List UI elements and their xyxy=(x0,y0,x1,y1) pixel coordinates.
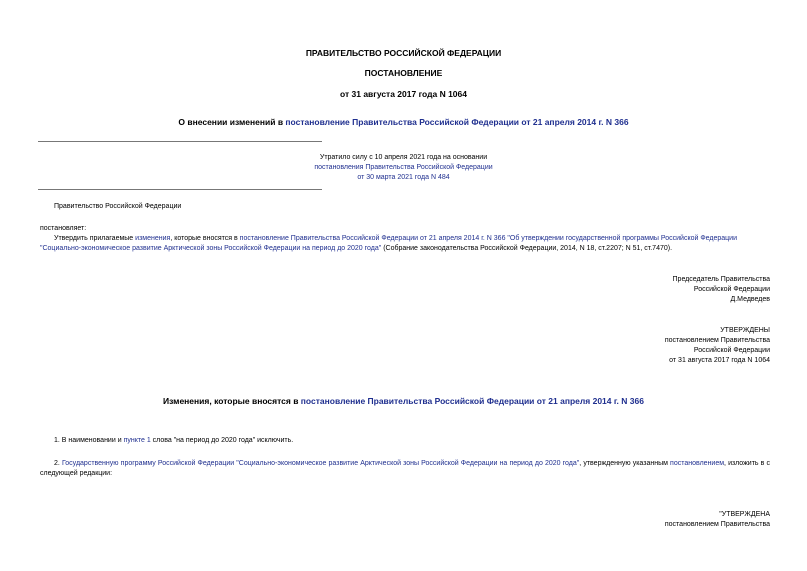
document-title xyxy=(0,117,807,127)
approved-line2: постановлением Правительства xyxy=(664,337,770,344)
signature-line1: Председатель Правительства xyxy=(672,276,770,283)
change-item-1 xyxy=(54,436,293,446)
approved-line1: УТВЕРЖДЕНЫ xyxy=(720,327,770,334)
changes-title-link[interactable]: постановление Правительства Российской Федерации от 21 апреля 2014 г. N 366 xyxy=(300,396,644,406)
approved-program-block xyxy=(665,510,770,530)
approve-text-2: , которые вносятся в xyxy=(170,235,240,242)
changes-title-prefix: Изменения, которые вносятся в xyxy=(163,396,301,406)
approved-block xyxy=(665,326,770,366)
signature-block xyxy=(673,275,770,305)
repeal-notice-line1: Утратило силу с 10 апреля 2021 года на основании xyxy=(319,154,488,161)
document-type: ПОСТАНОВЛЕНИЕ xyxy=(364,68,443,78)
approved-program-line1: "УТВЕРЖДЕНА xyxy=(719,511,770,518)
repeal-notice-link1[interactable]: постановления Правительства Российской Федерации xyxy=(314,164,493,171)
approve-text-3: (Собрание законодательства Российской Федерации, 2014, N 18, ст.2207; N 51, ст.7470). xyxy=(381,245,673,252)
document-title-prefix: О внесении изменений в xyxy=(178,117,286,127)
approved-line3: Российской Федерации xyxy=(693,347,770,354)
notice-top-rule xyxy=(38,141,322,142)
approved-line4: от 31 августа 2017 года N 1064 xyxy=(669,357,770,364)
repeal-notice xyxy=(0,153,807,183)
government-heading: ПРАВИТЕЛЬСТВО РОССИЙСКОЙ ФЕДЕРАЦИИ xyxy=(305,48,502,58)
intro-government: Правительство Российской Федерации xyxy=(54,203,182,210)
change-item-2-text-1: 2. xyxy=(54,460,62,467)
change-item-2-text-2: , утвержденную указанным xyxy=(579,460,671,467)
approve-changes-link[interactable]: изменения xyxy=(135,235,171,242)
approve-paragraph xyxy=(40,234,772,254)
document-title-link[interactable]: постановление Правительства Российской Федерации от 21 апреля 2014 г. N 366 xyxy=(285,117,629,127)
repeal-notice-link2[interactable]: от 30 марта 2021 года N 484 xyxy=(357,174,450,181)
notice-bottom-rule xyxy=(38,189,322,190)
changes-title xyxy=(0,396,807,406)
signature-line2: Российской Федерации xyxy=(693,286,770,293)
change-item-1-link[interactable]: пункте 1 xyxy=(123,437,151,444)
signature-line3: Д.Медведев xyxy=(730,296,770,303)
change-item-2 xyxy=(40,459,770,479)
approve-text-1: Утвердить прилагаемые xyxy=(54,235,136,242)
change-item-2-text-3: , изложить в с следующей редакции: xyxy=(40,460,771,477)
approved-program-line2: постановлением Правительства xyxy=(664,521,770,528)
change-item-2-program-link[interactable]: Государственную программу Российской Федерации "Социально-экономическое развитие Арктической зоны Российской Федерации на период до 2020 года" xyxy=(61,460,580,467)
change-item-1-text-1: 1. В наименовании и xyxy=(54,437,124,444)
intro-decides: постановляет: xyxy=(40,225,87,232)
change-item-1-text-2: слова "на период до 2020 года" исключить. xyxy=(150,437,294,444)
document-date-number: от 31 августа 2017 года N 1064 xyxy=(340,89,467,99)
change-item-2-resolution-link[interactable]: постановлением xyxy=(670,460,725,467)
approve-resolution-link[interactable]: постановление Правительства Российской Федерации от 21 апреля 2014 г. N 366 "Об утверждении государственной программы Российской Федерации "Социально-экономическое развитие Арктической зоны Российской Федерации на период до 2020 года" xyxy=(40,235,737,252)
